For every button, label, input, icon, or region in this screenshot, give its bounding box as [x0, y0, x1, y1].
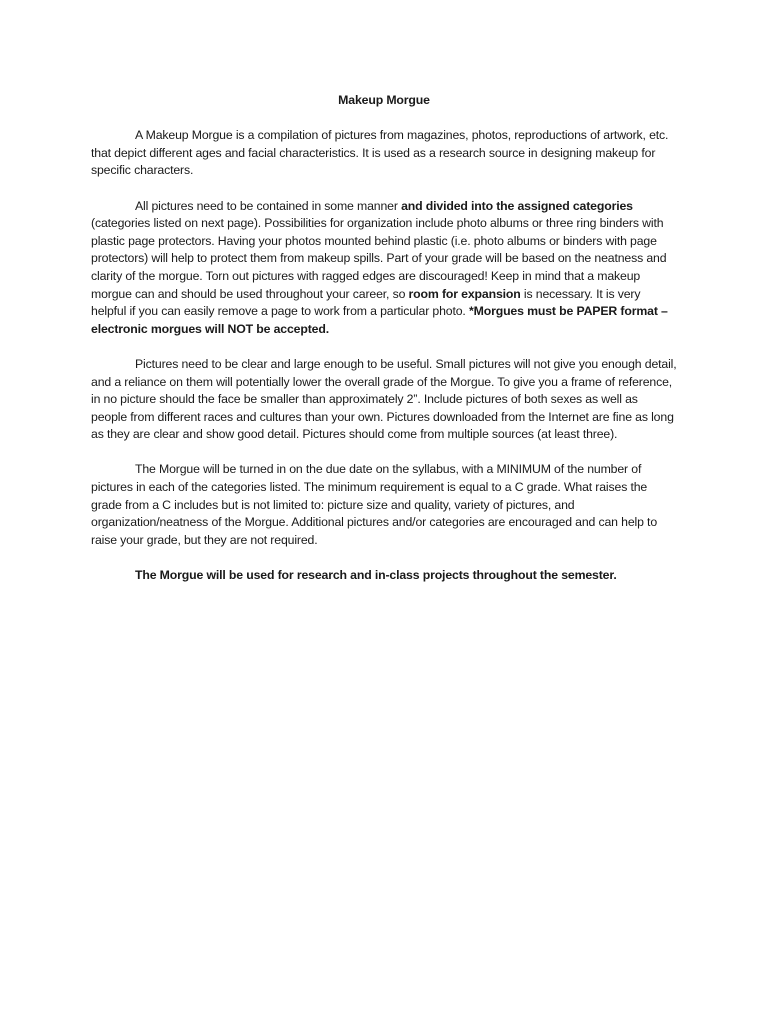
document-body	[91, 92, 677, 585]
organization-text-1: All pictures need to be contained in some manner	[135, 198, 402, 213]
closing-statement: The Morgue will be used for research and in-class projects throughout the semester.	[135, 568, 617, 583]
paragraph-definition: A Makeup Morgue is a compilation of pictures from magazines, photos, reproductions of artwork, etc. that depict different ages and facial characteristics. It is used as a research source in designing makeup for specific characters.	[91, 128, 669, 178]
organization-emphasis-categories: and divided into the assigned categories	[401, 198, 633, 213]
organization-text-3: is necessary. It is very helpful if you can easily remove a page to work from a particular photo.	[91, 286, 641, 319]
document-title: Makeup Morgue	[338, 93, 430, 107]
paragraph-organization	[91, 198, 677, 339]
organization-emphasis-paper-format: *Morgues must be PAPER format – electronic morgues will NOT be accepted.	[91, 304, 668, 336]
paragraph-grading: The Morgue will be turned in on the due date on the syllabus, with a MINIMUM of the number of pictures in each of the categories listed. The minimum requirement is equal to a C grade. What raises the grade from a C includes but is not limited to: picture size and quality, variety of pictures, and organization/neatness of the Morgue. Additional pictures and/or categories are encouraged and can help to raise your grade, but they are not required.	[91, 462, 658, 547]
organization-emphasis-expansion: room for expansion	[408, 286, 521, 301]
organization-text-2: (categories listed on next page). Possibilities for organization include photo albums or three ring binders with plastic page protectors. Having your photos mounted behind plastic (i.e. photo albums or binders with page protectors) will help to protect them from makeup spills. Part of your grade will be based on the neatness and clarity of the morgue. Torn out pictures with ragged edges are discouraged! Keep in mind that a makeup morgue can and should be used throughout your career, so	[91, 216, 667, 301]
paragraph-picture-quality: Pictures need to be clear and large enough to be useful. Small pictures will not give you enough detail, and a reliance on them will potentially lower the overall grade of the Morgue. To give you a frame of reference, in no picture should the face be smaller than approximately 2”. Include pictures of both sexes as well as people from different races and cultures than your own. Pictures downloaded from the Internet are fine as long as they are clear and show good detail. Pictures should come from multiple sources (at least three).	[91, 356, 677, 442]
